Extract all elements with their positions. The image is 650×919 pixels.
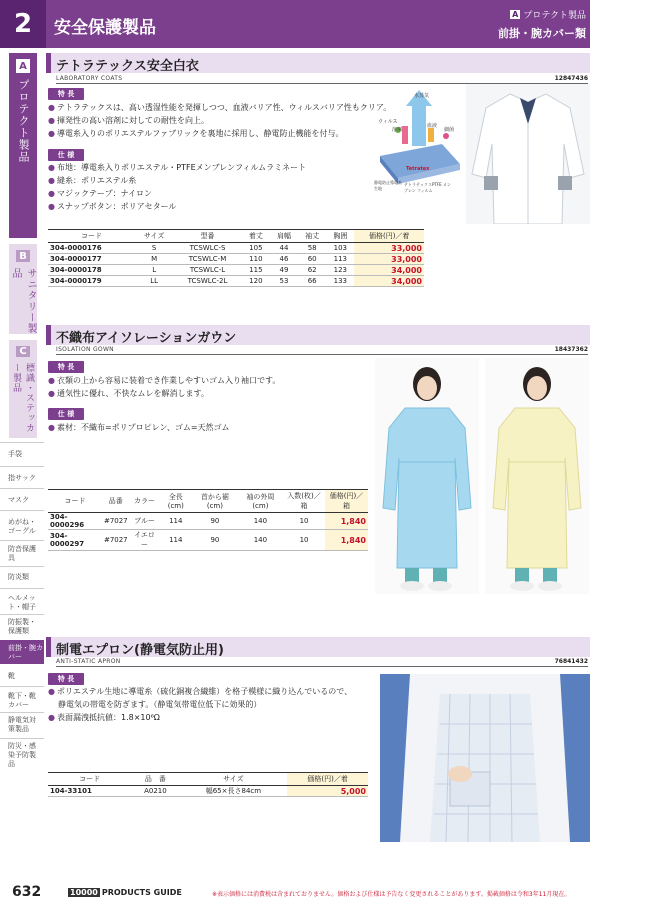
section-code: 76841432 <box>554 658 588 665</box>
apron-photo <box>380 674 590 842</box>
divider <box>0 738 44 739</box>
section-en-title: ISOLATION GOWN <box>56 346 114 353</box>
spec-item: ● スナップボタン：ポリアセタール <box>48 202 177 211</box>
table-cell: 10 <box>283 530 325 551</box>
table-cell: 114 <box>159 530 192 551</box>
table-header: コード <box>48 490 102 513</box>
section-en-title: ANTI-STATIC APRON <box>56 658 121 665</box>
table-cell: #7027 <box>102 530 130 551</box>
table-header: 首から裾(cm) <box>192 490 237 513</box>
price-table-gowns <box>48 489 368 551</box>
feature-item: ● テトラテックスは、高い透湿性能を発揮しつつ、血液バリア性、ウィルスバリア性もクリア。 <box>48 103 392 112</box>
price-table-coats <box>48 229 424 287</box>
guide-name: PRODUCTS GUIDE <box>101 888 182 897</box>
footer-note: ※表示価格には消費税は含まれておりません。価格および仕様は予告なく変更されることがあります。掲載価格は令和3年11月現在。 <box>212 891 571 898</box>
subnav-item-active[interactable]: 前掛・腕カバー <box>0 640 44 664</box>
table-cell: 115 <box>242 265 270 276</box>
table-row <box>48 265 424 276</box>
price-cell: 33,000 <box>354 243 424 254</box>
table-header: 品 番 <box>131 773 179 786</box>
price-cell: 34,000 <box>354 276 424 287</box>
table-cell: 44 <box>270 243 298 254</box>
tab-letter: A <box>16 59 30 73</box>
table-cell: 60 <box>298 254 326 265</box>
table-header: 肩幅 <box>270 230 298 243</box>
guide-title <box>68 888 182 897</box>
table-cell: L <box>135 265 173 276</box>
features-label: 特 長 <box>48 361 84 373</box>
product-code: 104-33101 <box>48 786 131 797</box>
spec-label: 仕 様 <box>48 408 84 420</box>
features-label: 特 長 <box>48 673 84 685</box>
table-cell: ブルー <box>130 513 160 530</box>
section-en-title: LABORATORY COATS <box>56 75 123 82</box>
diagram-caption: テトラテックスPTFE メンブレン フィルム <box>404 182 451 193</box>
chapter-number: 2 <box>0 0 46 48</box>
tab-protect[interactable] <box>9 53 37 238</box>
table-header: 袖の外周(cm) <box>238 490 283 513</box>
subnav-item[interactable]: めがね・ゴーグル <box>8 518 36 535</box>
subnav-item[interactable]: ヘルメット・帽子 <box>8 594 36 611</box>
membrane-diagram <box>372 86 462 204</box>
product-code: 304-0000178 <box>48 265 135 276</box>
product-code: 304-0000176 <box>48 243 135 254</box>
table-cell: TCSWLC-M <box>173 254 242 265</box>
subnav-item[interactable]: 靴 <box>8 672 15 680</box>
product-code: 304-0000177 <box>48 254 135 265</box>
section-title: 制電エプロン(静電気防止用) <box>56 643 224 658</box>
price-cell: 5,000 <box>287 786 368 797</box>
category-name: プロテクト製品 <box>523 11 586 21</box>
subnav-item[interactable]: 静電気対策製品 <box>8 716 36 733</box>
section-title: テトラテックス安全白衣 <box>56 59 199 74</box>
table-header: 価格(円)／着 <box>287 773 368 786</box>
chapter-title: 安全保護製品 <box>54 18 156 38</box>
table-header: カラー <box>130 490 160 513</box>
subnav-item[interactable]: 手袋 <box>8 450 22 458</box>
table-header: 袖丈 <box>298 230 326 243</box>
table-header: 価格(円)／箱 <box>325 490 368 513</box>
table-cell: S <box>135 243 173 254</box>
table-cell: 90 <box>192 530 237 551</box>
divider <box>0 442 44 443</box>
price-table-apron <box>48 772 368 797</box>
tab-label: 標識・ステッカー製品 <box>11 363 34 433</box>
table-cell: 120 <box>242 276 270 287</box>
table-cell: 10 <box>283 513 325 530</box>
table-cell: 105 <box>242 243 270 254</box>
tab-label: サニタリー製品 <box>10 268 36 334</box>
price-cell: 1,840 <box>325 513 368 530</box>
feature-item: ● 導電糸入りのポリエステルファブリックを裏地に採用し、静電防止機能を付与。 <box>48 129 344 138</box>
gown-blue-photo <box>375 358 479 594</box>
table-cell: A0210 <box>131 786 179 797</box>
feature-item: ● 衣類の上から容易に装着でき作業しやすいゴム入り袖口です。 <box>48 376 281 385</box>
table-cell: 113 <box>326 254 354 265</box>
price-cell: 34,000 <box>354 265 424 276</box>
table-cell: イエロー <box>130 530 160 551</box>
tab-label: プロテクト製品 <box>17 79 30 163</box>
table-row <box>48 530 368 551</box>
spec-item: ● 布地：導電糸入りポリエステル・PTFEメンブレンフィルムラミネート <box>48 163 307 172</box>
table-header: 着丈 <box>242 230 270 243</box>
table-header: コード <box>48 773 131 786</box>
tab-letter: C <box>16 346 30 357</box>
table-cell: 66 <box>298 276 326 287</box>
divider <box>0 540 44 541</box>
divider <box>0 566 44 567</box>
table-cell: 140 <box>238 513 283 530</box>
table-row <box>48 243 424 254</box>
divider <box>0 488 44 489</box>
tab-sanitary[interactable] <box>9 244 37 334</box>
table-cell: 110 <box>242 254 270 265</box>
table-header: サイズ <box>135 230 173 243</box>
tab-signs[interactable] <box>9 340 37 438</box>
lab-coat-photo <box>466 84 590 224</box>
divider <box>0 614 44 615</box>
diagram-label: 溶剤 <box>392 127 403 133</box>
table-header: 入数(枚)／箱 <box>283 490 325 513</box>
subcategory-label: 前掛・腕カバー類 <box>498 27 586 40</box>
table-cell: #7027 <box>102 513 130 530</box>
table-header: 全長(cm) <box>159 490 192 513</box>
table-cell: 90 <box>192 513 237 530</box>
spec-item: ● 素材：不織布=ポリプロピレン、ゴム=天然ゴム <box>48 423 230 432</box>
tab-letter: B <box>16 250 30 262</box>
table-row <box>48 276 424 287</box>
section-title: 不織布アイソレーションガウン <box>56 331 237 346</box>
divider <box>0 712 44 713</box>
table-header: 品番 <box>102 490 130 513</box>
subnav-item[interactable]: 防炎類 <box>8 573 29 581</box>
table-cell: 133 <box>326 276 354 287</box>
feature-item: ● 通気性に優れ、不快なムレを解消します。 <box>48 389 209 398</box>
section-code: 12847436 <box>554 75 588 82</box>
table-cell: 58 <box>298 243 326 254</box>
divider <box>0 466 44 467</box>
category-letter: A <box>512 10 519 19</box>
product-code: 304-0000296 <box>48 513 102 530</box>
product-code: 304-0000297 <box>48 530 102 551</box>
subnav-item[interactable]: 防音保護具 <box>8 545 36 562</box>
table-cell: 140 <box>238 530 283 551</box>
features-label: 特 長 <box>48 88 84 100</box>
table-header: コード <box>48 230 135 243</box>
table-header: サイズ <box>180 773 288 786</box>
table-cell: TCSWLC-L <box>173 265 242 276</box>
product-code: 304-0000179 <box>48 276 135 287</box>
table-cell: 49 <box>270 265 298 276</box>
diagram-label: 水蒸気 <box>414 93 430 99</box>
spec-item: ● 縫糸：ポリエステル糸 <box>48 176 137 185</box>
table-row <box>48 254 424 265</box>
divider <box>56 666 588 667</box>
price-cell: 1,840 <box>325 530 368 551</box>
category-label <box>510 8 586 21</box>
diagram-label: 血液 <box>427 123 438 129</box>
table-cell: TCSWLC-2L <box>173 276 242 287</box>
table-cell: 53 <box>270 276 298 287</box>
subnav-item[interactable]: 防振製・保護類 <box>8 618 36 635</box>
table-cell: 123 <box>326 265 354 276</box>
table-cell: 46 <box>270 254 298 265</box>
table-header: 型番 <box>173 230 242 243</box>
section-code: 18437362 <box>554 346 588 353</box>
guide-number: 10000 <box>70 888 98 897</box>
spec-label: 仕 様 <box>48 149 84 161</box>
page-number: 632 <box>12 884 42 900</box>
diagram-brand: Tetratex <box>406 166 430 172</box>
table-header: 価格(円)／着 <box>354 230 424 243</box>
table-cell: LL <box>135 276 173 287</box>
feature-item: 静電気の帯電を防ぎます。（静電気帯電位低下に効果的） <box>58 700 262 709</box>
table-cell: TCSWLC-S <box>173 243 242 254</box>
feature-item: ● 表面漏洩抵抗値：1.8×10⁶Ω <box>48 713 160 722</box>
subnav-item[interactable]: 防災・感染予防製品 <box>8 742 36 768</box>
divider <box>0 686 44 687</box>
feature-item: ● 揮発性の高い溶剤に対しての耐性を向上。 <box>48 116 209 125</box>
feature-item: ● ポリエステル生地に導電糸（硫化銅複合繊維）を格子模様に織り込んでいるので、 <box>48 687 353 696</box>
diagram-label: 細菌 <box>444 127 455 133</box>
subnav-item[interactable]: 靴下・靴カバー <box>8 692 36 709</box>
subnav-item[interactable]: 指サック <box>8 474 36 482</box>
table-cell: 62 <box>298 265 326 276</box>
gown-yellow-photo <box>485 358 589 594</box>
divider <box>0 510 44 511</box>
table-cell: 114 <box>159 513 192 530</box>
table-row <box>48 513 368 530</box>
subnav-item[interactable]: マスク <box>8 496 29 504</box>
divider <box>0 588 44 589</box>
table-cell: 幅65×長さ84cm <box>180 786 288 797</box>
diagram-caption: 静電防止導電糸生地 <box>374 180 402 191</box>
table-header: 胸囲 <box>326 230 354 243</box>
table-row <box>48 786 368 797</box>
price-cell: 33,000 <box>354 254 424 265</box>
table-cell: 103 <box>326 243 354 254</box>
diagram-label: ウィルス <box>378 119 398 125</box>
table-cell: M <box>135 254 173 265</box>
spec-item: ● マジックテープ：ナイロン <box>48 189 153 198</box>
divider <box>56 354 588 355</box>
